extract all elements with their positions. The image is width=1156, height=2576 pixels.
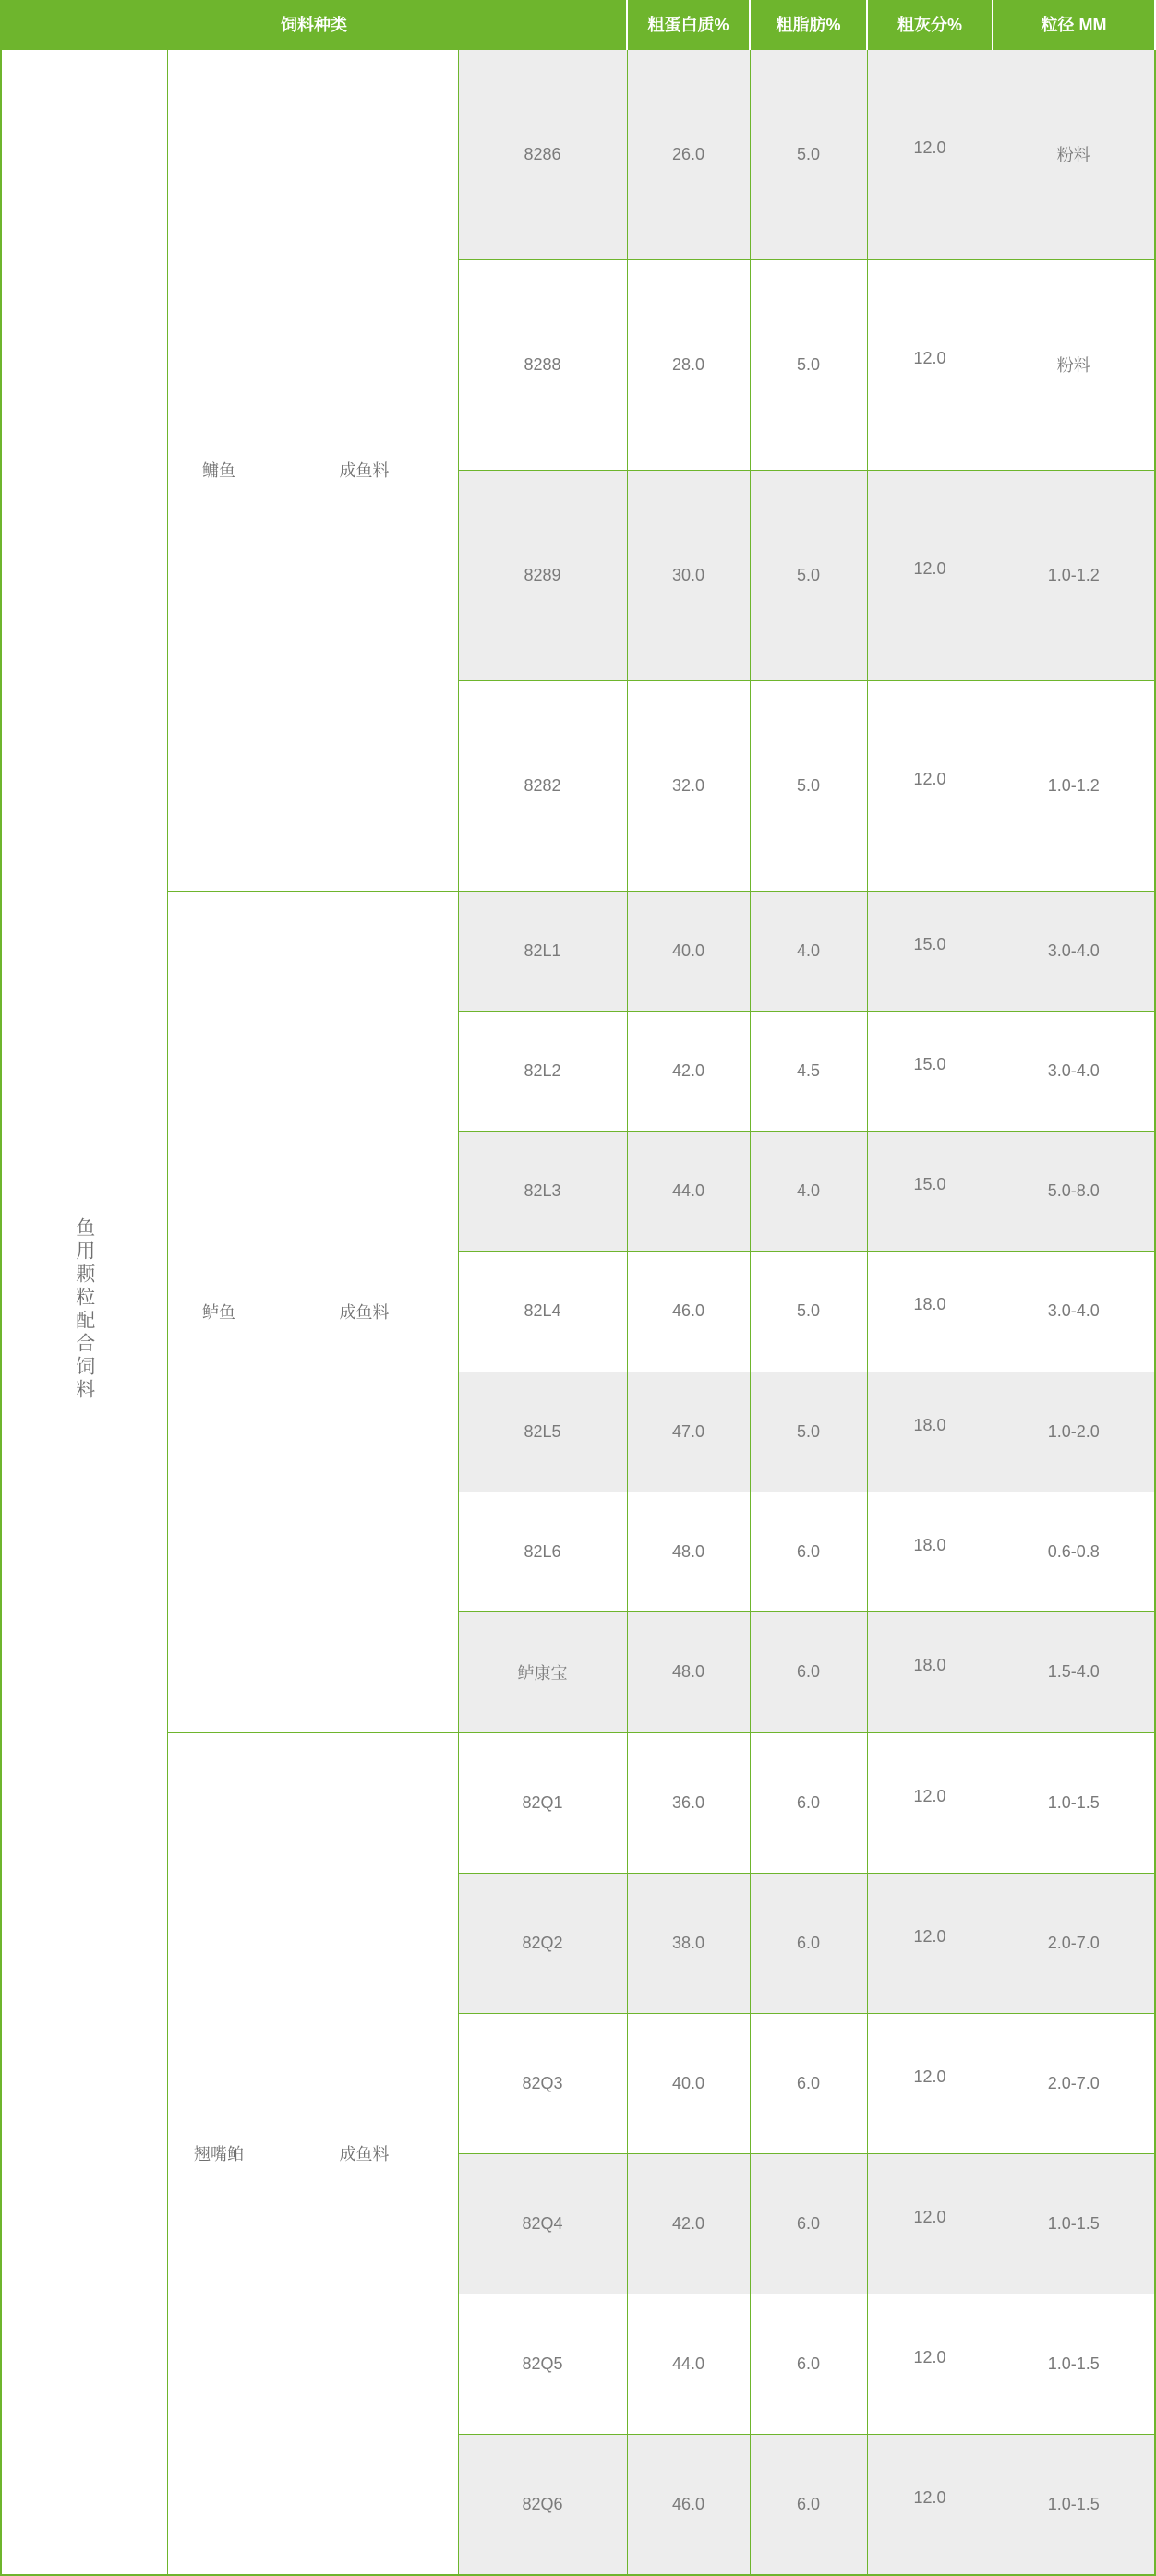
cell-product: 82L3 xyxy=(458,1132,627,1252)
category-cell xyxy=(1,49,167,2575)
cell-size: 2.0-7.0 xyxy=(993,1873,1155,2013)
cell-ash: 12.0 xyxy=(867,2153,993,2294)
cell-size: 1.0-1.5 xyxy=(993,2434,1155,2574)
cell-fat: 6.0 xyxy=(750,1492,867,1611)
cell-protein: 48.0 xyxy=(627,1612,750,1732)
cell-size: 粉料 xyxy=(993,49,1155,259)
cell-fat: 5.0 xyxy=(750,680,867,891)
header-row xyxy=(1,0,1155,49)
cell-size: 1.0-2.0 xyxy=(993,1372,1155,1492)
cell-product: 82Q3 xyxy=(458,2013,627,2153)
header-fat: 粗脂肪% xyxy=(750,0,867,49)
cell-product: 8288 xyxy=(458,259,627,470)
cell-product: 8286 xyxy=(458,49,627,259)
cell-ash: 15.0 xyxy=(867,891,993,1011)
cell-product: 82L1 xyxy=(458,891,627,1011)
header-ash: 粗灰分% xyxy=(867,0,993,49)
cell-product: 82L6 xyxy=(458,1492,627,1611)
cell-protein: 46.0 xyxy=(627,2434,750,2574)
cell-size: 1.0-1.2 xyxy=(993,680,1155,891)
fish-group-3: 翘嘴鲌 xyxy=(167,1732,271,2575)
cell-protein: 48.0 xyxy=(627,1492,750,1611)
cell-fat: 4.0 xyxy=(750,891,867,1011)
cell-protein: 44.0 xyxy=(627,1132,750,1252)
stage-group-3: 成鱼料 xyxy=(271,1732,458,2575)
cell-product: 82L2 xyxy=(458,1011,627,1131)
cell-size: 1.0-1.5 xyxy=(993,2153,1155,2294)
cell-ash: 12.0 xyxy=(867,1732,993,1873)
cell-protein: 28.0 xyxy=(627,259,750,470)
cell-size: 粉料 xyxy=(993,259,1155,470)
cell-size: 1.0-1.5 xyxy=(993,1732,1155,1873)
cell-fat: 6.0 xyxy=(750,1873,867,2013)
cell-ash: 12.0 xyxy=(867,49,993,259)
table-row xyxy=(1,49,1155,259)
header-protein: 粗蛋白质% xyxy=(627,0,750,49)
cell-protein: 26.0 xyxy=(627,49,750,259)
cell-fat: 6.0 xyxy=(750,2434,867,2574)
fish-group-2: 鲈鱼 xyxy=(167,891,271,1732)
cell-ash: 12.0 xyxy=(867,2434,993,2574)
cell-size: 3.0-4.0 xyxy=(993,1011,1155,1131)
cell-ash: 12.0 xyxy=(867,1873,993,2013)
cell-product: 鲈康宝 xyxy=(458,1612,627,1732)
cell-ash: 15.0 xyxy=(867,1132,993,1252)
cell-size: 0.6-0.8 xyxy=(993,1492,1155,1611)
cell-ash: 12.0 xyxy=(867,2294,993,2434)
cell-fat: 6.0 xyxy=(750,1732,867,1873)
fish-group-1: 鳙鱼 xyxy=(167,49,271,891)
cell-protein: 46.0 xyxy=(627,1252,750,1372)
cell-size: 1.0-1.2 xyxy=(993,470,1155,680)
cell-fat: 6.0 xyxy=(750,2294,867,2434)
cell-protein: 42.0 xyxy=(627,2153,750,2294)
stage-group-1: 成鱼料 xyxy=(271,49,458,891)
cell-size: 3.0-4.0 xyxy=(993,1252,1155,1372)
table-row xyxy=(1,1732,1155,1873)
cell-size: 2.0-7.0 xyxy=(993,2013,1155,2153)
cell-protein: 30.0 xyxy=(627,470,750,680)
cell-ash: 12.0 xyxy=(867,2013,993,2153)
cell-ash: 12.0 xyxy=(867,470,993,680)
cell-protein: 44.0 xyxy=(627,2294,750,2434)
cell-ash: 15.0 xyxy=(867,1011,993,1131)
cell-fat: 4.5 xyxy=(750,1011,867,1131)
cell-fat: 5.0 xyxy=(750,1252,867,1372)
cell-protein: 38.0 xyxy=(627,1873,750,2013)
header-feed-type: 饲料种类 xyxy=(1,0,627,49)
cell-ash: 12.0 xyxy=(867,259,993,470)
cell-fat: 4.0 xyxy=(750,1132,867,1252)
cell-protein: 40.0 xyxy=(627,2013,750,2153)
cell-product: 82Q5 xyxy=(458,2294,627,2434)
cell-product: 82Q2 xyxy=(458,1873,627,2013)
cell-protein: 40.0 xyxy=(627,891,750,1011)
cell-product: 8289 xyxy=(458,470,627,680)
cell-product: 82L4 xyxy=(458,1252,627,1372)
cell-ash: 18.0 xyxy=(867,1252,993,1372)
category-label: 鱼用颗粒配合饲料 xyxy=(73,1216,95,1402)
stage-group-2: 成鱼料 xyxy=(271,891,458,1732)
cell-fat: 6.0 xyxy=(750,2013,867,2153)
cell-size: 5.0-8.0 xyxy=(993,1132,1155,1252)
cell-ash: 12.0 xyxy=(867,680,993,891)
cell-fat: 5.0 xyxy=(750,470,867,680)
cell-fat: 5.0 xyxy=(750,259,867,470)
cell-protein: 36.0 xyxy=(627,1732,750,1873)
cell-size: 1.0-1.5 xyxy=(993,2294,1155,2434)
cell-ash: 18.0 xyxy=(867,1492,993,1611)
cell-protein: 42.0 xyxy=(627,1011,750,1131)
cell-protein: 47.0 xyxy=(627,1372,750,1492)
cell-product: 82Q6 xyxy=(458,2434,627,2574)
cell-protein: 32.0 xyxy=(627,680,750,891)
cell-ash: 18.0 xyxy=(867,1372,993,1492)
cell-size: 1.5-4.0 xyxy=(993,1612,1155,1732)
cell-size: 3.0-4.0 xyxy=(993,891,1155,1011)
table-row xyxy=(1,891,1155,1011)
cell-ash: 18.0 xyxy=(867,1612,993,1732)
cell-product: 82L5 xyxy=(458,1372,627,1492)
header-size: 粒径 MM xyxy=(993,0,1155,49)
cell-product: 8282 xyxy=(458,680,627,891)
cell-product: 82Q1 xyxy=(458,1732,627,1873)
cell-fat: 5.0 xyxy=(750,1372,867,1492)
cell-product: 82Q4 xyxy=(458,2153,627,2294)
cell-fat: 6.0 xyxy=(750,1612,867,1732)
cell-fat: 6.0 xyxy=(750,2153,867,2294)
cell-fat: 5.0 xyxy=(750,49,867,259)
